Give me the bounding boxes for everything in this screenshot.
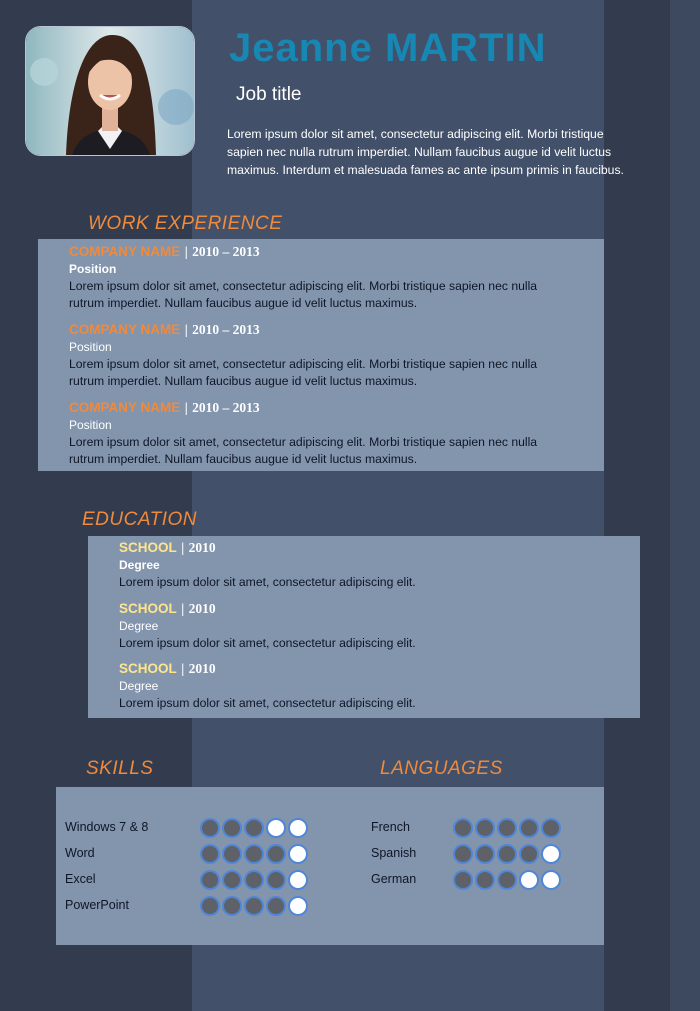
rating-dot-empty	[541, 844, 561, 864]
rating-dot-filled	[497, 844, 517, 864]
rating-dot-empty	[288, 870, 308, 890]
skill-level-dots	[200, 844, 308, 864]
work-experience-panel	[38, 239, 604, 471]
skill-label: Word	[65, 846, 95, 860]
rating-dot-filled	[244, 870, 264, 890]
education-description: Lorem ipsum dolor sit amet, consectetur adipiscing elit.	[119, 696, 416, 710]
education-description: Lorem ipsum dolor sit amet, consectetur adipiscing elit.	[119, 575, 416, 589]
position: Position	[69, 262, 117, 276]
education-panel	[88, 536, 640, 718]
separator: |	[184, 322, 188, 337]
profile-photo-image	[26, 27, 194, 155]
skill-label: Windows 7 & 8	[65, 820, 149, 834]
work-years: 2010 – 2013	[192, 400, 260, 415]
skill-row	[65, 844, 325, 864]
work-years: 2010 – 2013	[192, 322, 260, 337]
rating-dot-filled	[497, 818, 517, 838]
skills-languages-panel	[56, 787, 604, 945]
education-title: EDUCATION	[82, 509, 197, 530]
work-entry	[69, 399, 559, 468]
company-name: COMPANY NAME	[69, 244, 181, 259]
language-label: Spanish	[371, 846, 417, 860]
rating-dot-filled	[475, 818, 495, 838]
skills-title: SKILLS	[86, 758, 154, 779]
rating-dot-filled	[453, 818, 473, 838]
rating-dot-empty	[288, 844, 308, 864]
language-label: French	[371, 820, 410, 834]
skill-level-dots	[200, 896, 308, 916]
job-title: Job title	[236, 84, 302, 105]
rating-dot-filled	[475, 844, 495, 864]
school-name: SCHOOL	[119, 540, 177, 555]
rating-dot-filled	[266, 844, 286, 864]
rating-dot-filled	[475, 870, 495, 890]
skill-level-dots	[200, 870, 308, 890]
rating-dot-filled	[222, 818, 242, 838]
rating-dot-filled	[200, 818, 220, 838]
work-entry	[69, 243, 559, 312]
language-row	[371, 844, 631, 864]
skill-label: Excel	[65, 872, 96, 886]
profile-summary: Lorem ipsum dolor sit amet, consectetur adipiscing elit. Morbi tristique sapien nec nulla rutrum imperdiet. Nullam faucibus augue id velit luctus maximus. Interdum et malesuada fames ac ante ipsum primis in faucibus.	[227, 127, 624, 177]
rating-dot-filled	[266, 870, 286, 890]
rating-dot-filled	[519, 818, 539, 838]
language-level-dots	[453, 818, 561, 838]
degree: Degree	[119, 558, 160, 572]
school-name: SCHOOL	[119, 661, 177, 676]
education-year: 2010	[188, 661, 216, 676]
rating-dot-filled	[541, 818, 561, 838]
skill-row	[65, 818, 325, 838]
rating-dot-empty	[541, 870, 561, 890]
separator: |	[181, 540, 185, 555]
work-years: 2010 – 2013	[192, 244, 260, 259]
rating-dot-filled	[244, 844, 264, 864]
education-entry	[119, 539, 609, 591]
separator: |	[181, 661, 185, 676]
skill-row	[65, 870, 325, 890]
education-year: 2010	[188, 540, 216, 555]
rating-dot-filled	[244, 896, 264, 916]
separator: |	[181, 601, 185, 616]
separator: |	[184, 244, 188, 259]
work-experience-title: WORK EXPERIENCE	[88, 213, 283, 234]
rating-dot-empty	[266, 818, 286, 838]
skill-level-dots	[200, 818, 308, 838]
rating-dot-filled	[200, 896, 220, 916]
company-name: COMPANY NAME	[69, 322, 181, 337]
position: Position	[69, 418, 112, 432]
rating-dot-filled	[200, 844, 220, 864]
separator: |	[184, 400, 188, 415]
position: Position	[69, 340, 112, 354]
rating-dot-filled	[222, 844, 242, 864]
work-description: Lorem ipsum dolor sit amet, consectetur adipiscing elit. Morbi tristique sapien nec nulla rutrum imperdiet. Nullam faucibus augue id velit luctus maximus.	[69, 279, 538, 310]
rating-dot-filled	[200, 870, 220, 890]
language-level-dots	[453, 844, 561, 864]
company-name: COMPANY NAME	[69, 400, 181, 415]
language-row	[371, 870, 631, 890]
education-year: 2010	[188, 601, 216, 616]
rating-dot-empty	[288, 896, 308, 916]
language-level-dots	[453, 870, 561, 890]
rating-dot-filled	[266, 896, 286, 916]
rating-dot-filled	[497, 870, 517, 890]
education-entry	[119, 600, 609, 652]
school-name: SCHOOL	[119, 601, 177, 616]
work-description: Lorem ipsum dolor sit amet, consectetur adipiscing elit. Morbi tristique sapien nec nulla rutrum imperdiet. Nullam faucibus augue id velit luctus maximus.	[69, 357, 538, 388]
rating-dot-filled	[519, 844, 539, 864]
work-description: Lorem ipsum dolor sit amet, consectetur adipiscing elit. Morbi tristique sapien nec nulla rutrum imperdiet. Nullam faucibus augue id velit luctus maximus.	[69, 435, 538, 466]
rating-dot-filled	[453, 870, 473, 890]
language-row	[371, 818, 631, 838]
rating-dot-filled	[453, 844, 473, 864]
skill-row	[65, 896, 325, 916]
degree: Degree	[119, 619, 159, 633]
work-entry	[69, 321, 559, 390]
degree: Degree	[119, 679, 159, 693]
languages-title: LANGUAGES	[380, 758, 503, 779]
candidate-name: Jeanne MARTIN	[229, 26, 547, 70]
rating-dot-empty	[288, 818, 308, 838]
rating-dot-empty	[519, 870, 539, 890]
profile-photo	[25, 26, 195, 156]
skill-label: PowerPoint	[65, 898, 129, 912]
rating-dot-filled	[222, 896, 242, 916]
education-description: Lorem ipsum dolor sit amet, consectetur adipiscing elit.	[119, 636, 416, 650]
rating-dot-filled	[244, 818, 264, 838]
language-label: German	[371, 872, 417, 886]
education-entry	[119, 660, 609, 712]
rating-dot-filled	[222, 870, 242, 890]
background-band-edge	[670, 0, 700, 1011]
